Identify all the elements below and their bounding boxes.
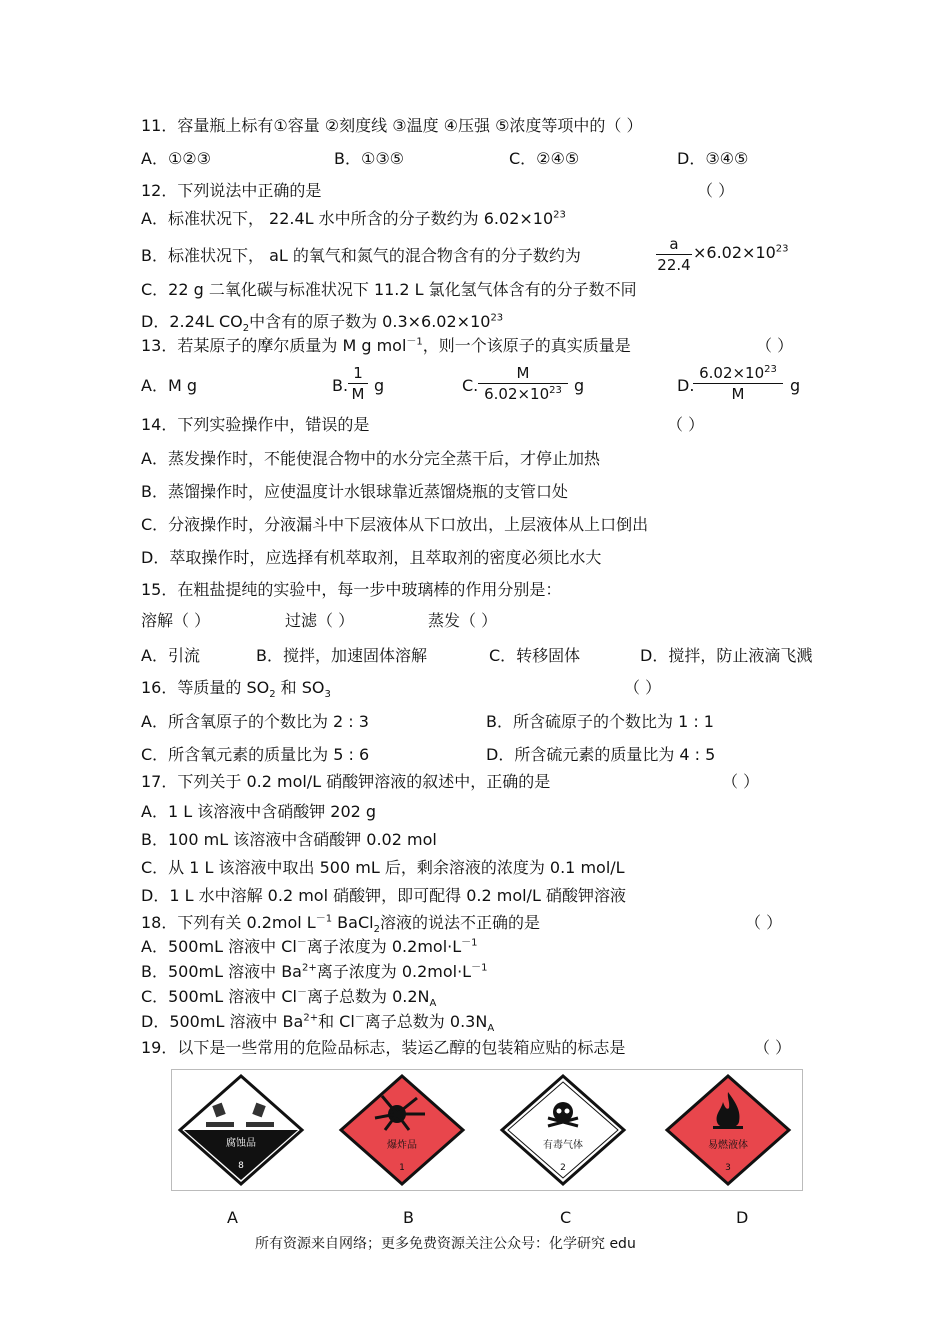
q14-paren: （ ）	[667, 415, 705, 434]
q13-c-unit: g	[574, 376, 585, 395]
q16-option-a: A．所含氧原子的个数比为 2 : 3	[141, 712, 369, 731]
q11-option-d: D．③④⑤	[677, 149, 749, 168]
q18-option-c: C．500mL 溶液中 Cl－离子总数为 $0.2N_A$	[141, 987, 437, 1010]
q17-option-d: D．1 L 水中溶解 0.2 mol 硝酸钾，即可配得 0.2 mol/L 硝酸钾溶液	[141, 886, 626, 905]
q19-stem: 19．以下是一些常用的危险品标志，装运乙醇的包装箱应贴的标志是	[141, 1038, 626, 1057]
q14-stem: 14．下列实验操作中，错误的是	[141, 415, 370, 434]
q13-d-label: D.	[677, 376, 695, 395]
corrosive-sign	[176, 1074, 306, 1186]
explosive-sign-num: 1	[399, 1163, 405, 1173]
flammable-liquid-sign-text: 易燃液体	[708, 1140, 748, 1151]
toxic-gas-sign	[498, 1074, 628, 1186]
sign-label-a: A	[227, 1208, 238, 1227]
q17-paren: （ ）	[722, 772, 760, 791]
q17-stem: 17．下列关于 0.2 mol/L 硝酸钾溶液的叙述中，正确的是	[141, 772, 551, 791]
sign-label-d: D	[736, 1208, 749, 1227]
explosive-sign-text: 爆炸品	[387, 1140, 417, 1151]
q17-option-c: C．从 1 L 该溶液中取出 500 mL 后，剩余溶液的浓度为 0.1 mol/L	[141, 858, 625, 877]
q18-option-d: D．500mL 溶液中 $Ba^{2+}$和 Cl－离子总数为 $0.3N_A$	[141, 1012, 495, 1035]
q18-option-a: A．500mL 溶液中 Cl－离子浓度为 $0.2mol\cdot L^{-1}$	[141, 937, 478, 956]
q16-paren: （ ）	[624, 678, 662, 697]
q12-option-d: D．2.24L $CO_2$中含有的原子数为 $0.3\times 6.02\times 10^{23}$	[141, 312, 504, 335]
flammable-liquid-sign	[663, 1074, 793, 1186]
q13-c-fraction: M $6.02\times 10^{23}$	[478, 364, 568, 403]
q13-stem: 13．若某原子的摩尔质量为 M g mol$^{-1}$，则一个该原子的真实质量是	[141, 336, 631, 355]
q13-d-fraction: $6.02\times 10^{23}$ M	[693, 364, 783, 403]
q15-blank-filter: 过滤（ ）	[285, 611, 355, 630]
q18-paren: （ ）	[745, 913, 783, 932]
q13-option-a: A．M g	[141, 376, 197, 395]
q14-option-b: B．蒸馏操作时，应使温度计水银球靠近蒸馏烧瓶的支管口处	[141, 482, 568, 501]
corrosive-sign-num: 8	[238, 1161, 244, 1171]
q13-c-label: C.	[462, 376, 479, 395]
q14-option-c: C．分液操作时，分液漏斗中下层液体从下口放出，上层液体从上口倒出	[141, 515, 649, 534]
q17-option-a: A．1 L 该溶液中含硝酸钾 202 g	[141, 802, 377, 821]
q15-blank-evaporate: 蒸发（ ）	[428, 611, 498, 630]
q15-option-a: A．引流	[141, 646, 200, 665]
q18-stem: 18．下列有关 0.2mol $L^{-1}$ BaCl$_2$溶液的说法不正确的是	[141, 913, 540, 936]
q13-b-fraction: 1 M	[348, 364, 368, 403]
q16-stem: 16．等质量的 $SO_2$ 和 $SO_3$	[141, 678, 331, 701]
q13-d-unit: g	[790, 376, 801, 395]
q13-paren: （ ）	[756, 336, 794, 355]
toxic-gas-sign-num: 2	[560, 1163, 566, 1173]
q12-option-a: A．标准状况下， 22.4L 水中所含的分子数约为 $6.02\times 10^{23}$	[141, 209, 566, 228]
q15-stem: 15．在粗盐提纯的实验中，每一步中玻璃棒的作用分别是：	[141, 580, 562, 599]
q11-stem: 11．容量瓶上标有①容量 ②刻度线 ③温度 ④压强 ⑤浓度等项中的（ ）	[141, 116, 643, 135]
q15-option-d: D．搅拌，防止液滴飞溅	[640, 646, 813, 665]
hazard-signs-panel	[171, 1069, 803, 1191]
toxic-gas-sign-text: 有毒气体	[543, 1140, 583, 1151]
q12-paren: （ ）	[697, 181, 735, 200]
q12-b-tail: $\times 6.02\times 10^{23}$	[693, 243, 789, 262]
q14-option-d: D．萃取操作时，应选择有机萃取剂，且萃取剂的密度必须比水大	[141, 548, 602, 567]
q15-blank-dissolve: 溶解（ ）	[141, 611, 211, 630]
q15-option-c: C．转移固体	[489, 646, 581, 665]
sign-label-c: C	[560, 1208, 572, 1227]
flammable-liquid-sign-num: 3	[725, 1163, 731, 1173]
q17-option-b: B．100 mL 该溶液中含硝酸钾 0.02 mol	[141, 830, 437, 849]
q13-b-unit: g	[374, 376, 385, 395]
q16-option-c: C．所含氧元素的质量比为 5 : 6	[141, 745, 370, 764]
q12-option-c: C．22 g 二氧化碳与标准状况下 11.2 L 氯化氢气体含有的分子数不同	[141, 280, 637, 299]
q13-b-label: B.	[332, 376, 349, 395]
corrosive-sign-text: 腐蚀品	[226, 1138, 256, 1149]
page-footer: 所有资源来自网络；更多免费资源关注公众号：化学研究 edu	[255, 1236, 636, 1252]
q11-option-b: B．①③⑤	[334, 149, 405, 168]
sign-label-b: B	[403, 1208, 414, 1227]
q14-option-a: A．蒸发操作时，不能使混合物中的水分完全蒸干后，才停止加热	[141, 449, 600, 468]
q12-b-fraction: a 22.4	[657, 235, 691, 274]
q11-option-c: C．②④⑤	[509, 149, 580, 168]
explosive-sign	[337, 1074, 467, 1186]
q11-option-a: A．①②③	[141, 149, 211, 168]
q16-option-d: D．所含硫元素的质量比为 4 : 5	[486, 745, 716, 764]
q12-option-b: B．标准状况下， aL 的氧气和氮气的混合物含有的分子数约为	[141, 246, 581, 265]
q15-option-b: B．搅拌，加速固体溶解	[256, 646, 427, 665]
q16-option-b: B．所含硫原子的个数比为 1 : 1	[486, 712, 714, 731]
q19-paren: （ ）	[754, 1038, 792, 1057]
q18-option-b: B．500mL 溶液中 $Ba^{2+}$离子浓度为 $0.2mol\cdot L^{-1}$	[141, 962, 488, 981]
q12-stem: 12．下列说法中正确的是	[141, 181, 322, 200]
